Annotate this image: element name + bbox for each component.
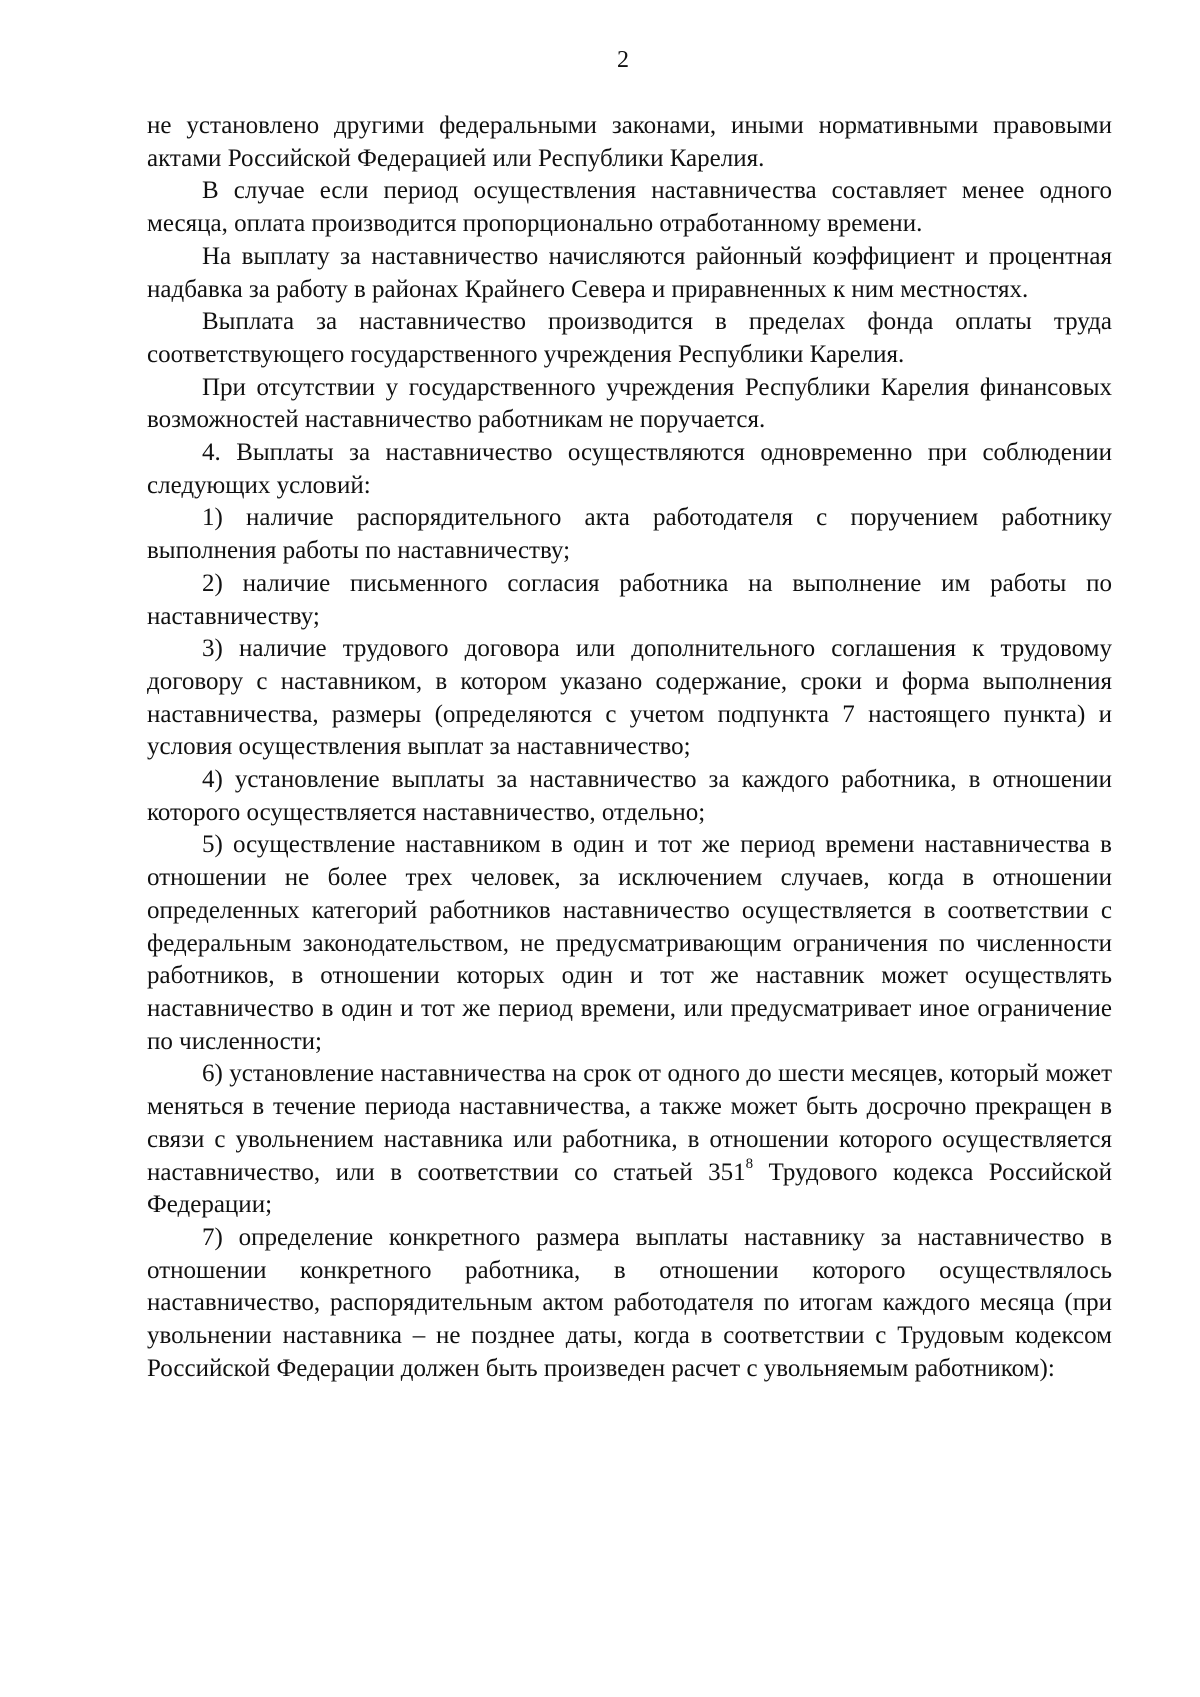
- page-number: 2: [617, 47, 629, 73]
- paragraph-continuation: не установлено другими федеральными законами, иными нормативными правовыми актами Российской Федерацией или Республики Карелия.: [147, 112, 1112, 172]
- paragraph-regional-coefficient: На выплату за наставничество начисляются районный коэффициент и процентная надбавка за работу в районах Крайнего Севера и приравненных к ним местностях.: [147, 242, 1112, 303]
- list-item-2: 2) наличие письменного согласия работника на выполнение им работы по наставничеству;: [147, 569, 1112, 630]
- paragraph-item-4: 4. Выплаты за наставничество осуществляются одновременно при соблюдении следующих условий:: [147, 439, 1112, 499]
- list-item-6: [147, 1058, 1112, 1222]
- paragraph-financial-capacity: При отсутствии у государственного учреждения Республики Карелия финансовых возможностей наставничество работникам не поручается.: [147, 373, 1112, 434]
- paragraph-payment-fund: Выплата за наставничество производится в пределах фонда оплаты труда соответствующего государственного учреждения Республики Карелия.: [147, 308, 1112, 368]
- list-item-5: 5) осуществление наставником в один и тот же период времени наставничества в отношении не более трех человек, за исключением случаев, когда в отношении определенных категорий работников наставничество осуществляется в соответствии с федеральным законодательством, не предусматривающим ограничения по численности работников, в отношении которых один и тот же наставник может осуществлять наставничество в один и тот же период времени, или предусматривает иное ограничение по численности;: [147, 831, 1112, 1055]
- list-item-4: 4) установление выплаты за наставничество за каждого работника, в отношении которого осуществляется наставничество, отдельно;: [147, 766, 1112, 826]
- list-item-6-text: 6) установление наставничества на срок от одного до шести месяцев, который может меняться в течение периода наставничества, а также может быть досрочно прекращен в связи с увольнением наставника или работника, в отношении которого осуществляется наставничество, или в соответствии со статьей 351: [147, 1060, 1112, 1186]
- paragraph-partial-month: В случае если период осуществления наставничества составляет менее одного месяца, оплата производится пропорционально отработанному времени.: [147, 177, 1112, 238]
- list-item-6-text-end: Трудового кодекса Российской Федерации;: [147, 1158, 1112, 1219]
- article-superscript: 8: [745, 1156, 754, 1173]
- list-item-3: 3) наличие трудового договора или дополнительного соглашения к трудовому договору с наставником, в котором указано содержание, сроки и форма выполнения наставничества, размеры (определяются с учетом подпункта 7 настоящего пункта) и условия осуществления выплат за наставничество;: [147, 635, 1112, 761]
- list-item-7: 7) определение конкретного размера выплаты наставнику за наставничество в отношении конкретного работника, в отношении которого осуществлялось наставничество, распорядительным актом работодателя по итогам каждого месяца (при увольнении наставника – не позднее даты, когда в соответствии с Трудовым кодексом Российской Федерации должен быть произведен расчет с увольняемым работником):: [147, 1223, 1112, 1382]
- document-body: [147, 110, 1112, 1385]
- list-item-1: 1) наличие распорядительного акта работодателя с поручением работнику выполнения работы по наставничеству;: [147, 504, 1112, 565]
